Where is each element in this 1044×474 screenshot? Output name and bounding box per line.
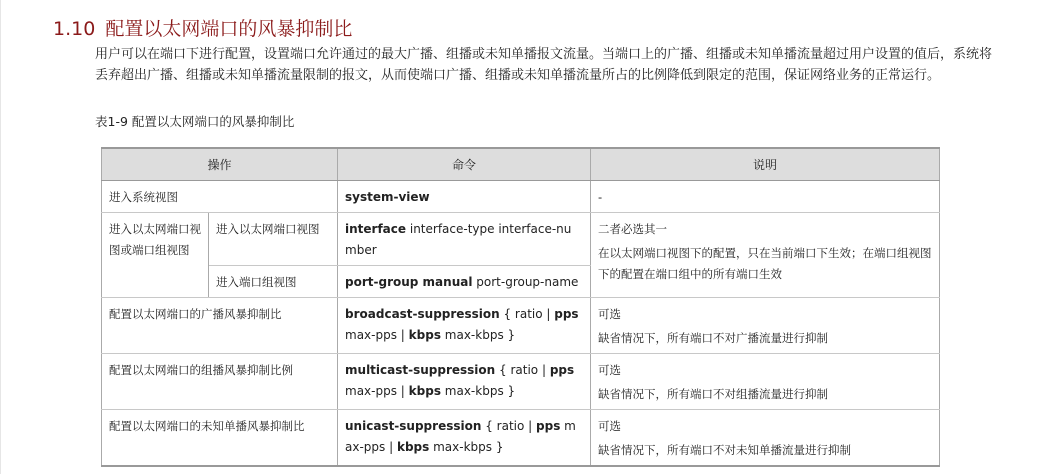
op-sub-cell: 进入端口组视图 [209,266,338,298]
header-command: 命令 [338,148,591,181]
cmd-keyword: system-view [345,190,430,204]
table-header-row [102,148,940,181]
cmd-args: max-kbps } [440,328,516,342]
section-title: 配置以太网端口的风暴抑制比 [105,18,353,40]
cmd-keyword: broadcast-suppression [345,307,500,321]
cmd-keyword-kbps: kbps [408,328,441,342]
cmd-args: max-pps | [345,419,576,454]
cmd-keyword: interface [345,222,407,236]
table-row [102,410,940,467]
section-number: 1.10 [53,18,96,40]
cmd-cell [338,410,591,467]
cmd-keyword-kbps: kbps [408,384,441,398]
table-row [102,213,940,266]
op-cell: 配置以太网端口的组播风暴抑制比例 [102,354,338,410]
op-cell: 配置以太网端口的未知单播风暴抑制比 [102,410,338,467]
table-row [102,354,940,410]
desc-line-1: 可选 [598,419,622,433]
cmd-args: { ratio | [481,419,537,433]
cmd-args: { ratio | [499,307,555,321]
table-caption: 表1-9 配置以太网端口的风暴抑制比 [95,114,295,129]
cmd-cell [338,181,591,213]
cmd-keyword-kbps: kbps [396,440,430,454]
cmd-cell [338,266,591,298]
cmd-keyword-pps: pps [536,419,561,433]
desc-line-2: 在以太网端口视图下的配置，只在当前端口下生效；在端口组视图下的配置在端口组中的所有端口生效 [598,246,932,281]
cmd-cell [338,213,591,266]
cmd-cell [338,298,591,354]
op-cell: 配置以太网端口的广播风暴抑制比 [102,298,338,354]
cmd-keyword: multicast-suppression [345,363,496,377]
config-table [101,147,940,467]
table-row [102,181,940,213]
cmd-args: max-kbps } [429,440,504,454]
cmd-keyword-pps: pps [549,363,575,377]
cmd-args: port-group-name [472,275,579,289]
intro-paragraph: 用户可以在端口下进行配置，设置端口允许通过的最大广播、组播或未知单播报文流量。当端口上的广播、组播或未知单播流量超过用户设置的值后，系统将丢弃超出广播、组播或未知单播流量限制的报文，从而使端口广播、组播或未知单播流量所占的比例降低到限定的范围，保证网络业务的正常运行。 [95,47,993,83]
section-heading [53,14,352,41]
desc-line-2: 缺省情况下，所有端口不对组播流量进行抑制 [598,387,829,401]
cmd-keyword: unicast-suppression [345,419,482,433]
desc-cell [591,298,940,354]
cmd-args: max-pps | [345,384,409,398]
desc-cell [591,410,940,467]
desc-line-1: 二者必选其一 [598,222,668,236]
page-left-border [0,0,1,474]
cmd-args: max-kbps } [440,384,516,398]
cmd-keyword-pps: pps [554,307,579,321]
desc-line-1: 可选 [598,363,622,377]
header-operation: 操作 [102,148,338,181]
desc-cell [591,354,940,410]
desc-line-2: 缺省情况下，所有端口不对未知单播流量进行抑制 [598,443,852,457]
desc-cell [591,213,940,298]
cmd-cell [338,354,591,410]
desc-line-2: 缺省情况下，所有端口不对广播流量进行抑制 [598,331,829,345]
header-description: 说明 [591,148,940,181]
op-sub-cell: 进入以太网端口视图 [209,213,338,266]
desc-cell: - [591,181,940,213]
table-row [102,298,940,354]
cmd-args: { ratio | [495,363,550,377]
cmd-args: max-pps | [345,328,409,342]
cmd-args: interface-type interface-number [345,222,572,257]
op-group-cell: 进入以太网端口视图或端口组视图 [102,213,209,298]
op-cell: 进入系统视图 [102,181,338,213]
cmd-keyword: port-group manual [345,275,473,289]
desc-line-1: 可选 [598,307,622,321]
